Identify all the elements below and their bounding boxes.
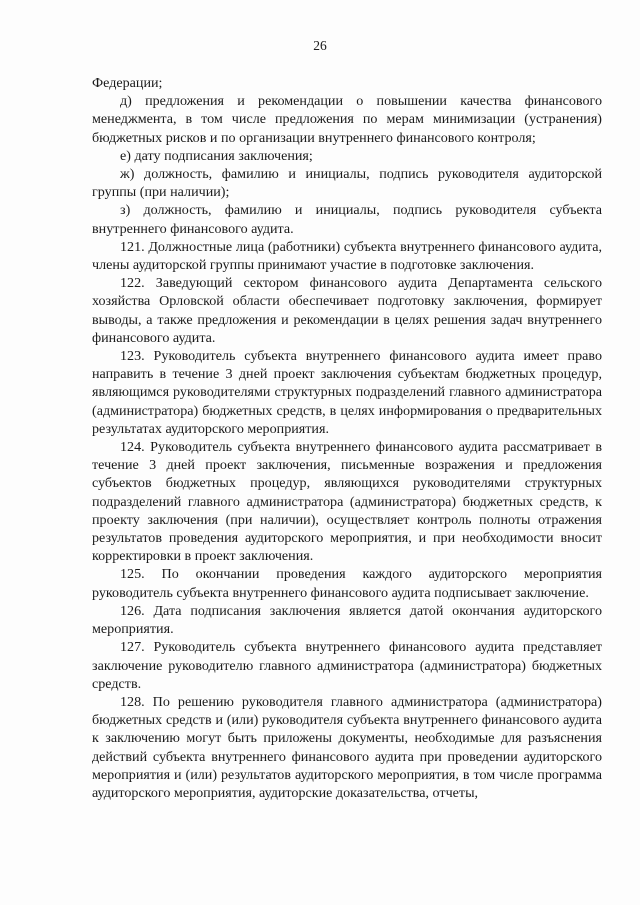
paragraph-125: 125. По окончании проведения каждого аудиторского мероприятия руководитель субъекта внутреннего финансового аудита подписывает заключение.	[92, 566, 602, 601]
paragraph-128: 128. По решению руководителя главного администратора (администратора) бюджетных средств и (или) руководителя субъекта внутреннего финансового аудита к заключению могут быть приложены документы, необходимые для разъяснения действий субъекта внутреннего финансового аудита при проведении аудиторского мероприятия и (или) результатов аудиторского мероприятия, в том числе программа аудиторского мероприятия, аудиторские доказательства, отчеты,	[92, 693, 602, 801]
paragraph-126: 126. Дата подписания заключения является датой окончания аудиторского мероприятия.	[92, 602, 602, 638]
document-body	[92, 74, 602, 802]
paragraph-121: 121. Должностные лица (работники) субъекта внутреннего финансового аудита, члены аудиторской группы принимают участие в подготовке заключения.	[92, 238, 602, 274]
page-number: 26	[313, 38, 327, 53]
paragraph-123: 123. Руководитель субъекта внутреннего финансового аудита имеет право направить в течение 3 дней проект заключения субъектам бюджетных процедур, являющимся руководителями структурных подразделений главного администратора (администратора) бюджетных средств, в целях информирования о предварительных результатах аудиторского мероприятия.	[92, 348, 602, 437]
paragraph-item-z: з) должность, фамилию и инициалы, подпись руководителя субъекта внутреннего финансового аудита.	[92, 202, 602, 237]
paragraph-124: 124. Руководитель субъекта внутреннего финансового аудита рассматривает в течение 3 дней проект заключения, письменные возражения и предложения субъектов бюджетных процедур, являющихся руководителями структурных подразделений главного администратора (администратора) бюджетных средств, к проекту заключения (при наличии), осуществляет контроль полноты отражения результатов проведения аудиторского мероприятия, и при необходимости вносит корректировки в проект заключения.	[92, 439, 602, 565]
paragraph-122: 122. Заведующий сектором финансового аудита Департамента сельского хозяйства Орловской области обеспечивает подготовку заключения, формирует выводы, а также предложения и рекомендации в целях решения задач внутреннего финансового аудита.	[92, 275, 602, 346]
paragraph-item-zh: ж) должность, фамилию и инициалы, подпись руководителя аудиторской группы (при наличии);	[92, 166, 602, 201]
paragraph-127: 127. Руководитель субъекта внутреннего финансового аудита представляет заключение руководителю главного администратора (администратора) бюджетных средств.	[92, 639, 602, 692]
paragraph-item-e: е) дату подписания заключения;	[120, 147, 313, 164]
paragraph-item-d: д) предложения и рекомендации о повышении качества финансового менеджмента, в том числе предложения по мерам минимизации (устранения) бюджетных рисков и по организации внутреннего финансового контроля;	[92, 93, 602, 146]
paragraph-continuation: Федерации;	[92, 75, 163, 91]
